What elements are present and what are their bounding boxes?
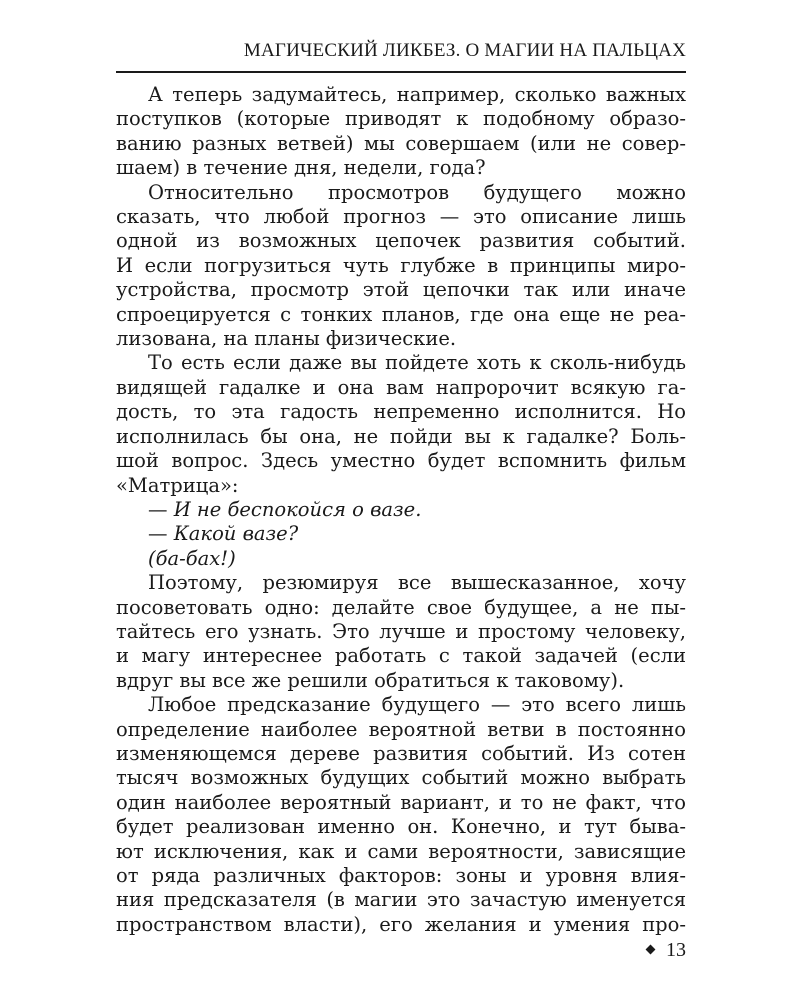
body-text (116, 83, 686, 937)
text-line: Относительно просмотров будущего можно (148, 180, 686, 204)
dialog-text: Какой вазе? (173, 522, 299, 546)
text-line: сказать, что любой прогноз — это описание лишь (116, 205, 686, 229)
dialog-line (116, 547, 686, 571)
text-line: тайтесь его узнать. Это лучше и простому человеку, (116, 619, 686, 643)
text-line: одной из возможных цепочек развития событий. (116, 229, 686, 253)
text-line: поступков (которые приводят к подобному образо- (116, 107, 686, 131)
text-line: видящей гадалке и она вам напророчит всякую га- (116, 375, 686, 399)
text-line: будет реализован именно он. Конечно, и тут быва- (116, 815, 686, 839)
paragraph-1 (116, 83, 686, 181)
text-line: ния предсказателя (в магии это зачастую именуется (116, 888, 686, 912)
dialog-text: (ба-бах!) (148, 546, 236, 570)
text-line: изменяющемся дереве развития событий. Из сотен (116, 741, 686, 765)
text-line: ванию разных ветвей) мы совершаем (или не совер- (116, 131, 686, 155)
page-footer (600, 938, 686, 962)
dialog-text: И не беспокойся о вазе. (173, 497, 422, 521)
text-line: Любое предсказание будущего — это всего лишь (148, 693, 686, 717)
text-line: То есть если даже вы пойдете хоть к сколь-нибудь (148, 351, 686, 375)
text-line: Поэтому, резюмируя все вышесказанное, хочу (148, 571, 686, 595)
text-line: один наиболее вероятный вариант, и то не факт, что (116, 790, 686, 814)
diamond-icon (646, 945, 656, 955)
text-line: и магу интереснее работать с такой задачей (если (116, 644, 686, 668)
running-head: МАГИЧЕСКИЙ ЛИКБЕЗ. О МАГИИ НА ПАЛЬЦАХ (243, 40, 686, 61)
text-line: дость, то эта гадость непременно исполнится. Но (116, 400, 686, 424)
text-line: И если погрузиться чуть глубже в принципы миро- (116, 253, 686, 277)
text-line: «Матрица»: (116, 473, 239, 497)
text-line: А теперь задумайтесь, например, сколько важных (148, 83, 686, 106)
dialog-line (116, 498, 686, 522)
header-rule (116, 71, 686, 73)
text-line: устройства, просмотр этой цепочки так или иначе (116, 278, 686, 302)
paragraph-3 (116, 351, 686, 497)
page-number: 13 (666, 939, 686, 961)
paragraph-5 (116, 693, 686, 937)
dialog-block (116, 498, 686, 571)
text-line: шаем) в течение дня, недели, года? (116, 156, 486, 180)
text-line: ют исключения, как и сами вероятности, зависящие (116, 839, 686, 863)
text-line: от ряда различных факторов: зоны и уровня влия- (116, 864, 686, 887)
text-line: посоветовать одно: делайте свое будущее, а не пы- (116, 595, 686, 619)
paragraph-2 (116, 181, 686, 352)
text-line: исполнилась бы она, не пойди вы к гадалке? Боль- (116, 424, 686, 448)
text-line: тысяч возможных будущих событий можно выбрать (116, 766, 686, 790)
text-line: вдруг вы все же решили обратиться к таковому). (116, 668, 625, 692)
text-line: определение наиболее вероятной ветви в постоянно (116, 717, 686, 741)
text-line: лизована, на планы физические. (116, 327, 457, 351)
text-line: спроецируется с тонких планов, где она еще не реа- (116, 302, 686, 326)
dialog-line (116, 522, 686, 546)
dialog-dash: — (148, 497, 168, 521)
text-line: шой вопрос. Здесь уместно будет вспомнить фильм (116, 449, 686, 473)
dialog-dash: — (148, 522, 168, 546)
paragraph-4 (116, 571, 686, 693)
text-line: пространством власти), его желания и умения про- (116, 912, 686, 936)
